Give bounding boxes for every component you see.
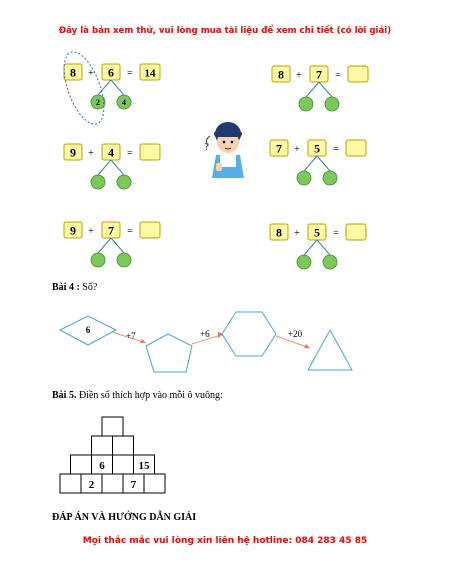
equals-sign: = [333,144,339,155]
addend-b: 7 [316,67,322,82]
result-value: 14 [144,67,156,80]
pyramid-cell[interactable] [92,436,113,455]
plus-sign: + [296,70,302,81]
result-box[interactable] [348,66,368,82]
pyramid-value: 7 [130,479,137,491]
pyramid-value: 15 [138,460,150,472]
pyramid-cell[interactable] [71,455,92,474]
plus-sign: + [294,144,300,155]
pyramid-cell[interactable] [102,417,123,436]
answer-heading: ĐÁP ÁN VÀ HƯỚNG DẪN GIẢI [52,512,197,523]
split-value: 4 [122,98,126,107]
number-pyramid [60,417,165,493]
addition-exercise [270,140,366,185]
addend-a: 8 [70,65,76,80]
split-ball [117,175,131,189]
split-ball [91,175,105,189]
addend-b: 5 [314,225,320,240]
step-3: +20 [288,329,303,339]
preview-banner: Đây là bản xem thử, vui lòng mua tài liệu để xem chi tiết (có lời giải) [58,26,392,36]
addend-b: 4 [108,145,114,160]
plus-sign: + [88,148,94,159]
addend-a: 7 [276,141,282,156]
addition-exercise [272,66,368,111]
step-1: +7 [126,331,136,341]
hexagon [222,312,276,356]
question-mark-icon: ? [204,142,210,153]
result-box[interactable] [346,224,366,240]
split-ball [323,255,337,269]
pyramid-cell[interactable] [144,474,165,493]
pyramid-cell[interactable] [60,474,81,493]
split-value: 2 [96,98,100,107]
plus-sign: + [88,68,94,79]
pyramid-value: 2 [88,479,95,491]
split-ball [297,171,311,185]
addend-b: 5 [314,141,320,156]
shape-chain [60,312,352,372]
result-box[interactable] [140,222,160,238]
addend-b: 6 [108,65,114,80]
plus-sign: + [88,226,94,237]
equals-sign: = [335,70,341,81]
start-value: 6 [85,325,91,335]
split-ball [325,97,339,111]
result-box[interactable] [346,140,366,156]
addend-a: 8 [278,67,284,82]
split-ball [299,97,313,111]
addend-b: 7 [108,223,114,238]
split-ball [323,171,337,185]
addition-exercise [56,47,160,129]
triangle [308,330,352,370]
addend-a: 9 [70,145,76,160]
pyramid-cell[interactable] [102,474,123,493]
pyramid-cell[interactable] [113,455,134,474]
plus-sign: + [294,228,300,239]
step-2: +6 [200,329,210,339]
bai5-heading: Bài 5. Điền số thích hợp vào mỗi ô vuông: [52,390,223,401]
pyramid-cell[interactable] [113,436,134,455]
pyramid-value: 6 [99,460,105,472]
equals-sign: = [333,228,339,239]
hotline-number: 084 283 45 85 [295,536,368,546]
boy-illustration [204,122,244,178]
equals-sign: = [127,148,133,159]
split-ball [91,253,105,267]
split-ball [297,255,311,269]
addition-exercise [64,222,160,267]
addend-a: 8 [276,225,282,240]
bai4-heading: Bài 4 : Số? [52,282,98,293]
addend-a: 9 [70,223,76,238]
addition-exercise [270,224,366,269]
split-ball [117,253,131,267]
pentagon [146,334,192,372]
result-box[interactable] [140,144,160,160]
equals-sign: = [127,226,133,237]
hotline-banner: Mọi thắc mắc vui lòng xin liên hệ hotline: 084 283 45 85 [82,536,368,546]
addition-exercise [64,144,160,189]
equals-sign: = [127,68,133,79]
